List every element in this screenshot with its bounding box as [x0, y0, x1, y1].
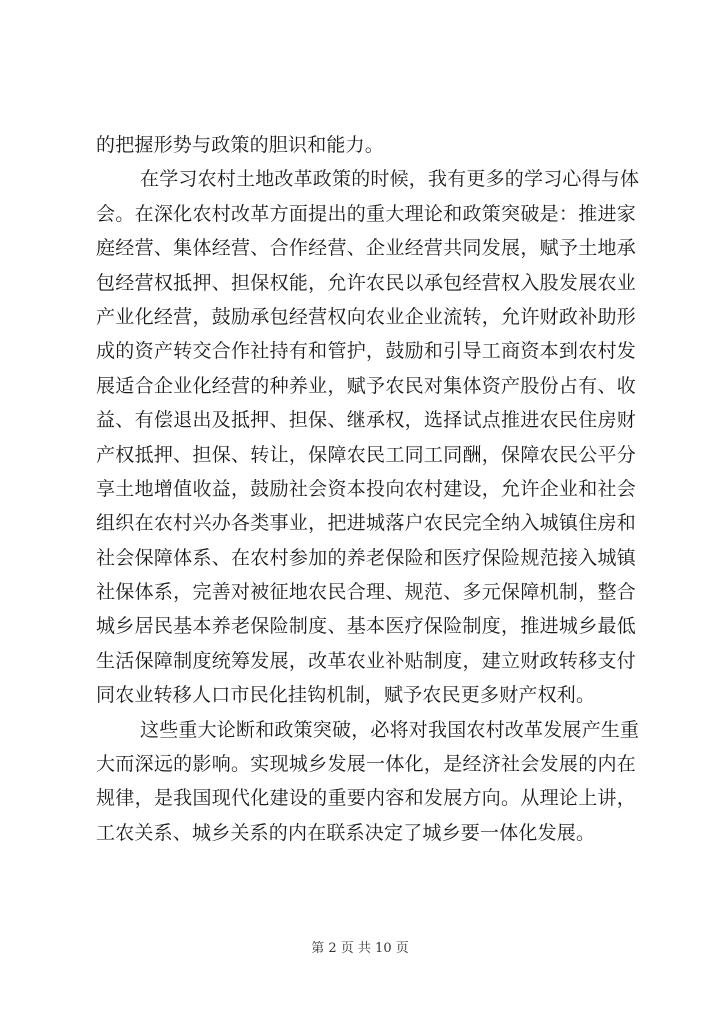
- paragraph-line: 展适合企业化经营的种养业，赋予农民对集体资产股份占有、收: [96, 374, 636, 397]
- paragraph-line: 会。在深化农村改革方面提出的重大理论和政策突破是：推进家: [96, 202, 636, 225]
- paragraph-line: 产业化经营，鼓励承包经营权向农业企业流转，允许财政补助形: [96, 305, 636, 328]
- page-indicator: 第 2 页 共 10 页: [311, 941, 409, 956]
- paragraph-line: 组织在农村兴办各类事业，把进城落户农民完全纳入城镇住房和: [96, 512, 636, 535]
- paragraph-line: 享土地增值收益，鼓励社会资本投向农村建设，允许企业和社会: [96, 477, 636, 500]
- paragraph-line: 社保体系，完善对被征地农民合理、规范、多元保障机制，整合: [96, 581, 636, 604]
- paragraph-line: 庭经营、集体经营、合作经营、企业经营共同发展，赋予土地承: [96, 237, 636, 260]
- paragraph-line: 生活保障制度统筹发展，改革农业补贴制度，建立财政转移支付: [96, 649, 636, 672]
- paragraph-line: 成的资产转交合作社持有和管护，鼓励和引导工商资本到农村发: [96, 340, 636, 363]
- paragraph-line: 的把握形势与政策的胆识和能力。: [96, 134, 385, 156]
- paragraph-line: 城乡居民基本养老保险制度、基本医疗保险制度，推进城乡最低: [96, 615, 636, 638]
- page-footer: [0, 937, 720, 956]
- paragraph-line: 在学习农村土地改革政策的时候，我有更多的学习心得与体: [140, 168, 640, 191]
- paragraph-line: 益、有偿退出及抵押、担保、继承权，选择试点推进农民住房财: [96, 409, 636, 432]
- document-body: [96, 128, 640, 850]
- paragraph-line: 这些重大论断和政策突破，必将对我国农村改革发展产生重: [140, 718, 640, 741]
- paragraph-line: 社会保障体系、在农村参加的养老保险和医疗保险规范接入城镇: [96, 546, 636, 569]
- paragraph-line: 包经营权抵押、担保权能，允许农民以承包经营权入股发展农业: [96, 271, 636, 294]
- paragraph-line: 产权抵押、担保、转让，保障农民工同工同酬，保障农民公平分: [96, 443, 636, 466]
- paragraph-line: 工农关系、城乡关系的内在联系决定了城乡要一体化发展。: [96, 821, 596, 844]
- paragraph-line: 同农业转移人口市民化挂钩机制，赋予农民更多财产权利。: [96, 684, 596, 707]
- paragraph-line: 大而深远的影响。实现城乡发展一体化，是经济社会发展的内在: [96, 753, 636, 776]
- paragraph-line: 规律，是我国现代化建设的重要内容和发展方向。从理论上讲，: [96, 787, 636, 810]
